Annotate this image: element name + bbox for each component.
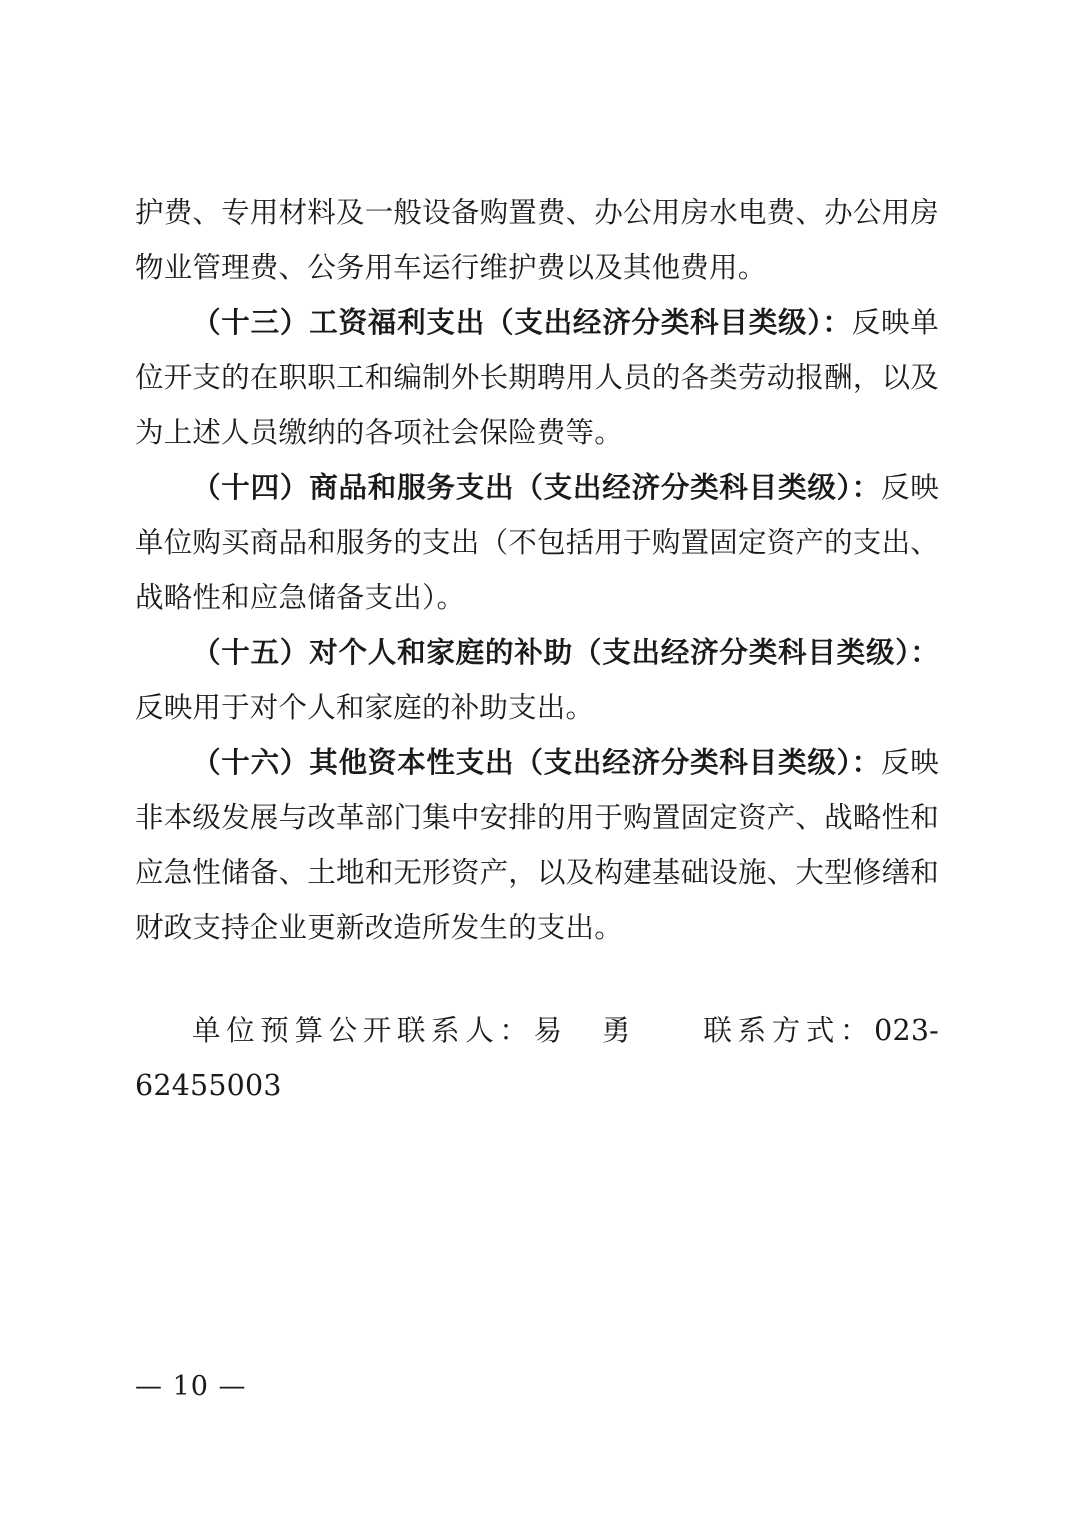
paragraph-item-16-text: 反映非本级发展与改革部门集中安排的用于购置固定资产、战略性和应急性储备、土地和无形资产，以及构建基础设施、大型修缮和财政支持企业更新改造所发生的支出。 [135,746,939,944]
paragraph-item-16 [135,735,939,955]
document-body [135,185,939,1113]
paragraph-item-13-text: 反映单位开支的在职职工和编制外长期聘用人员的各类劳动报酬，以及为上述人员缴纳的各项社会保险费等。 [135,306,939,449]
contact-line [135,1003,939,1113]
paragraph-item-14-text: 反映单位购买商品和服务的支出（不包括用于购置固定资产的支出、战略性和应急储备支出）。 [135,471,939,614]
contact-person: 单位预算公开联系人：易 勇 [192,1014,636,1047]
paragraph-item-13-heading: （十三）工资福利支出（支出经济分类科目类级）： [192,305,852,339]
paragraph-item-13 [135,295,939,460]
paragraph-item-16-heading: （十六）其他资本性支出（支出经济分类科目类级）： [192,745,881,779]
paragraph-item-15-text: 反映用于对个人和家庭的补助支出。 [135,691,595,724]
contact-method: 联系方式：023-62455003 [135,1014,940,1102]
paragraph-continuation: 护费、专用材料及一般设备购置费、办公用房水电费、办公用房物业管理费、公务用车运行维护费以及其他费用。 [135,196,939,284]
page-number: — 10 — [135,1371,247,1402]
paragraph-item-15 [135,625,939,735]
paragraph-item-14-heading: （十四）商品和服务支出（支出经济分类科目类级）： [192,470,881,504]
paragraph-item-14 [135,460,939,625]
paragraph-item-15-heading: （十五）对个人和家庭的补助（支出经济分类科目类级）： [192,635,939,669]
